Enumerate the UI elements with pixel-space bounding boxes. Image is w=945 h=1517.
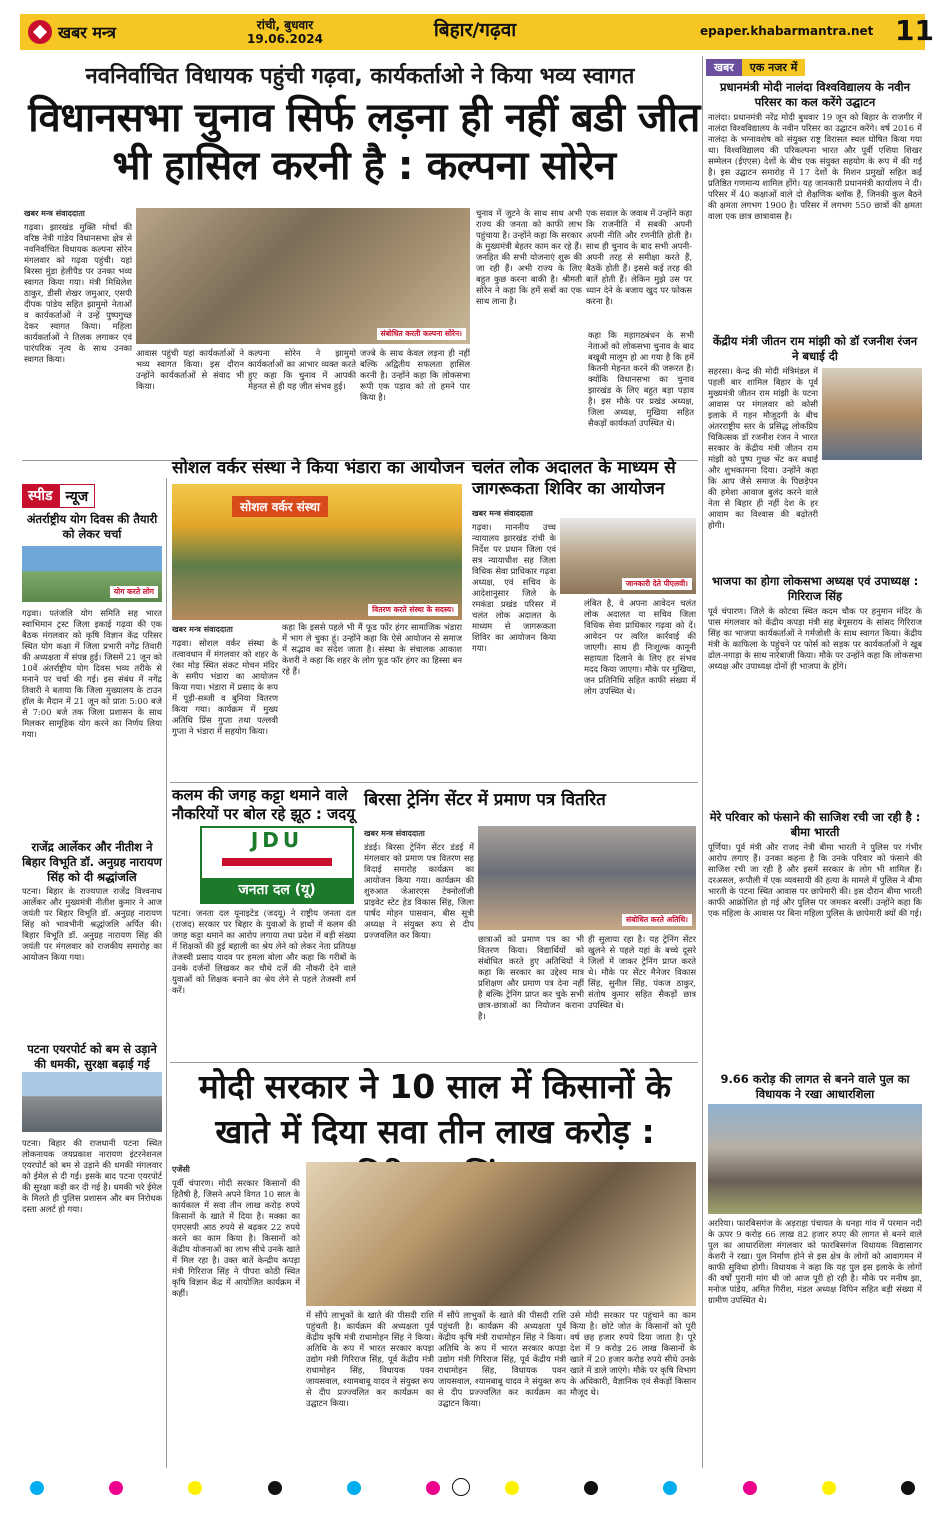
city-day: रांची, बुधवार	[256, 18, 314, 32]
registration-dot	[505, 1481, 519, 1495]
speed-item1-body: गढ़वा। पतंजलि योग समिति सह भारत स्वाभिमान ट्रस्ट जिला इकाई गढ़वा की एक बैठक मंगलवार को कृषि विज्ञान केंद्र परिसर स्थित योग कक्षा में जिला प्रभारी नगेंद्र तिवारी की अध्यक्षता में संपन्न हुई। जिसमें 21 जून को 10वें अंतर्राष्ट्रीय योग दिवस भव्य तरीके से मनाने पर चर्चा की गई। इस संबंध में नगेंद्र तिवारी ने बताया कि जिला मुख्यालय के टाउन हॉल के मैदान में 21 जून को प्रातः 5:00 बजे से 7:00 बजे तक जिला प्रशासन के साथ मिलकर सामूहिक योग करने का निर्णय लिया गया।	[22, 608, 162, 739]
birsa-title: बिरसा ट्रेनिंग सेंटर में प्रमाण पत्र वितरित	[364, 790, 606, 810]
registration-dot	[109, 1481, 123, 1495]
section-title: बिहार/गढ़वा	[433, 19, 517, 41]
lead-kicker: नवनिर्वाचित विधायक पहुंची गढ़वा, कार्यकर्ताओ ने किया भव्य स्वागत	[85, 64, 635, 89]
giriraj-body: पूर्वी चंपारण। मोदी सरकार किसानों की हितैषी है, जिसने अपने विगत 10 साल के कार्यकाल में सवा तीन लाख करोड़ रुपये किसानों के खाते में दिया है। मक्का का एमएसपी आठ रुपये से बढ़कर 22 रुपये करने का काम किया है। किसानों को केंद्रीय योजनाओं का लाभ सीधे उनके खाते में मिल रहा है। उक्त बातें केन्द्रीय कपड़ा मंत्री गिरिराज सिंह ने पीपरा कोठी स्थित कृषि विज्ञान केंद्र में आयोजित कार्यक्रम में कहीं।	[172, 1178, 300, 1298]
pul-body: अररिया। फारबिसगंज के अड़राहा पंचायत के धनहा गांव में परमान नदी के ऊपर 9 करोड़ 66 लाख 82 हजार रुपए की लागत से बनने वाले पुल का आधारशिला मंगलवार को फारबिसगंज विधायक विद्यासागर केशरी ने रखा। पुल निर्माण होने से इस क्षेत्र के लोगों को आवागमन में काफी सुविधा होगी। विधायक ने कहा कि यह पुल इस इलाके के लोगों की वर्षों पुरानी मांग थी जो आज पूरी हो रही है। मौके पर मनीष झा, मनोज पांडेय, अमित गिरीश, मंडल अध्यक्ष विपिन सहित बड़ी संख्या में ग्रामीण उपस्थित थे।	[708, 1218, 922, 1305]
giriraj-body2: में सौंपे लाभुकों के खाते की पीसदी राशि पहुंचती है। कार्यक्रम की अध्यक्षता पूर्व केंद्रीय कृषि मंत्री राधामोहन सिंह ने किया। अतिथि के रूप में भारत सरकार कपड़ा उद्योग मंत्री गिरिराज सिंह, पूर्व केंद्रीय मंत्री राधामोहन सिंह, विधायक पवन जायसवाल, श्यामबाबू यादव ने संयुक्त रूप से दीप प्रज्ज्वलित कर कार्यक्रम का उद्घाटन किया।	[306, 1310, 434, 1408]
pul-photo	[708, 1104, 922, 1214]
giriraj-byline: एजेंसी	[172, 1165, 190, 1174]
social-photo	[172, 484, 462, 620]
lead-photo-caption: संबोधित करती कल्पना सोरेन।	[377, 328, 466, 340]
bima-body: पूर्णिया। पूर्व मंत्री और राजद नेत्री बीमा भारती ने पुलिस पर गंभीर आरोप लगाए हैं। उनका कहना है कि उनके परिवार को फंसाने की साजिश रची जा रही है और इसमें सरकार के लोग भी शामिल हैं। दरअसल, रूपौली में एक व्यवसायी की हत्या के मामले में पुलिस ने बीमा भारती के पटना स्थित आवास पर छापेमारी की। इस दौरान बीमा भारती काफी आक्रोशित हो गई और पुलिस पर जमकर बरसीं। उन्होंने कहा कि एक महिला के आवास पर बिना महिला पुलिस के छापेमारी क्यों की गई।	[708, 842, 922, 918]
speed-item2-body: पटना। बिहार के राज्यपाल राजेंद्र विश्वनाथ आर्लेकर और मुख्यमंत्री नीतीश कुमार ने आज जयंती पर बिहार विभूति डॉ. अनुग्रह नारायण सिंह को भावभीनी श्रद्धांजलि अर्पित की। बिहार विभूति डॉ. अनुग्रह नारायण सिंह की जयंती पर मंगलवार को राजकीय समारोह का आयोजन किया गया।	[22, 886, 162, 962]
bhajpa-title: भाजपा का होगा लोकसभा अध्यक्ष एवं उपाध्यक्ष : गिरिराज सिंह	[711, 574, 919, 603]
registration-dot	[901, 1481, 915, 1495]
lead-col7: जज्बे के साथ केवल लड़ना ही नहीं बल्कि अद्वितीय सफलता हासिल करनी है। उन्होंने कहा कि लोकसभा रूपी एक पड़ाव को तो हमने पार किया है।	[360, 348, 470, 402]
birsa-body2: छात्राओं को प्रमाण पत्र का भी वितरण किया। विद्यार्थियों को संबोधित करते हुए अतिथियों ने कहा कि सरकार का उद्देश्य मात्र प्रशिक्षण और प्रमाण पत्र देना नहीं है बल्कि ट्रेनिंग प्राप्त कर चुके सभी छात्र-छात्राओं का नियोजन कराना है।	[478, 934, 584, 1021]
registration-dot	[743, 1481, 757, 1495]
lead-col6: कल्पना सोरेन ने झामुमो कार्यकर्ताओं का आभार व्यक्त करते हुए कहा कि चुनाव में आपकी मेहनत से ही यह जीत संभव हुई।	[248, 348, 356, 391]
yoga-photo	[22, 546, 162, 602]
issue-date: 19.06.2024	[247, 32, 323, 46]
lok-adalat-body: गढ़वा। माननीय उच्च न्यायालय झारखंड रांची के निर्देश पर प्रधान जिला एवं सत्र न्यायाधीश सह जिला विधिक सेवा प्राधिकार गढ़वा अध्यक्ष, एवं सचिव के आदेशानुसार जिले के रमकंडा प्रखंड परिसर में चलंत लोक अदालत के माध्यम से जागरूकता शिविर का आयोजन किया गया।	[472, 522, 556, 653]
registration-dot	[347, 1481, 361, 1495]
lead-photo	[136, 208, 470, 344]
crosshair-icon	[452, 1478, 470, 1496]
registration-dot	[426, 1481, 440, 1495]
manjhi-body: सहरसा। केन्द्र की मोदी मंत्रिमंडल में पहली बार शामिल बिहार के पूर्व मुख्यमंत्री जीतन राम मांझी के पटना आवास पर मंगलवार को कोसी इलाके में गहन मौजूदगी के बीच अंतरराष्ट्रीय स्तर के प्रसिद्ध लोकप्रिय चिकित्सक डॉ रजनीश रंजन ने भारत सरकार के केंद्रीय मंत्री जीतन राम मांझी को पुष्प गुच्छ भेंट कर बधाई और शुभकामना दिया। उन्होंने कहा कि आप जैसे समाज के पिछड़ेपन की हमेशा आवाज बुलंद करने वाले नेता से बिहार ही नहीं देश के हर आवाम का विश्वास की बढ़ोतरी होगी।	[708, 366, 818, 530]
speed-item1-title: अंतर्राष्ट्रीय योग दिवस की तैयारी को लेकर चर्चा	[26, 512, 158, 541]
social-title: सोशल वर्कर संस्था ने किया भंडारा का आयोजन	[172, 458, 465, 478]
speed-item3-title: पटना एयरपोर्ट को बम से उड़ाने की धमकी, सुरक्षा बढ़ाई गई	[27, 1042, 157, 1071]
arrow-icon	[222, 858, 332, 866]
birsa-body: डंडई। बिरसा ट्रेनिंग सेंटर डंडई में मंगलवार को प्रमाण पत्र वितरण सह विदाई समारोह कार्यक्रम का आयोजन किया गया। कार्यक्रम की शुरुआत जेआरएस टेक्नोलॉजी प्राइवेट स्टेट हेड विकास सिंह, जिला पार्षद मोहन पासवान, बीस सूत्री अध्यक्ष ने संयुक्त रूप से दीप प्रज्जवलित कर किया।	[364, 842, 474, 940]
jdu-logo-bottom: जनता दल (यू)	[202, 878, 352, 902]
lok-adalat-body2: लंबित है, वे अपना आवेदन चलंत लोक अदालत या सचिव जिला विधिक सेवा प्राधिकार गढ़वा को दें। आवेदन पर त्वरित कार्रवाई की जाएगी। साथ ही निःशुल्क कानूनी सहायता दिलाने के लिए हर संभव मदद किया जाएगा। मौके पर मुखिया, जन प्रतिनिधि सहित काफी संख्या में लोग उपस्थित थे।	[584, 598, 696, 696]
giriraj-body3: उसे मोदी सरकार पर पहुंचाने का काम किया है। छोटे जोत के किसानों को पूरी वर्ष छह हजार रुपये दिया जाता है। पूरे देश में 9 करोड़ 26 लाख किसानों के खाते में 20 हजार करोड़ रुपये सीधे उनके खाते में डाले जाएंगे। मौके पर कृषि विभाग के अधिकारी, वैज्ञानिक एवं सैकड़ों किसान मौजूद थे।	[570, 1310, 696, 1397]
nalanda-body: नालंदा। प्रधानमंत्री नरेंद्र मोदी बुधवार 19 जून को बिहार के राजगीर में नालंदा विश्वविद्यालय के नवीन परिसर का उद्घाटन करेंगे। वर्ष 2016 में नालंदा के भग्नावशेष को संयुक्त राष्ट्र विरासत स्थल घोषित किया गया था। विश्वविद्यालय की परिकल्पना भारत और पूर्वी एशिया शिखर सम्मेलन (ईएएस) देशों के बीच एक संयुक्त सहयोग के रूप में की गई है। इस उद्घाटन समारोह में 17 देशों के मिशन प्रमुखों सहित कई प्रतिष्ठित गणमान्य शामिल होंगे। यह जानकारी प्रधानमंत्री कार्यालय ने दी। परिसर में 40 कक्षाओं वाले दो शैक्षणिक ब्लॉक हैं, जिनकी कुल बैठने की क्षमता लगभग 1900 है। परिसर में लगभग 550 छात्रों की क्षमता वाला एक छात्र छात्रावास है।	[708, 112, 922, 221]
manjhi-photo	[822, 368, 922, 460]
bhajpa-body: पूर्व चंपारण। जिले के कोटवा स्थित कदम चौक पर हनुमान मंदिर के पास मंगलवार को केंद्रीय कपड़ा मंत्री सह बेगूसराय के सांसद गिरिराज सिंह का भाजपा कार्यकर्ताओं ने गर्मजोशी के साथ स्वागत किया। केंद्रीय मंत्री के काफिला के पहुंचने पर फोर्स को सड़क पर कार्यकर्ताओं ने खूब ढोल-नगाड़ा के साथ नारेबाजी किया। मौके पर उन्होंने कहा कि लोकसभा अध्यक्ष और उपाध्यक्ष दोनों ही भाजपा के होंगे।	[708, 606, 922, 671]
jdu-title: कलम की जगह कट्टा थमाने वाले नौकरियों पर बोल रहे झूठ : जदयू	[172, 786, 355, 823]
speed-news-label	[22, 484, 162, 508]
giriraj-headline: मोदी सरकार ने 10 साल में किसानों के खाते में दिया सवा तीन लाख करोड़ :	[198, 1067, 672, 1151]
speed-label-a: स्पीड	[22, 484, 59, 508]
bima-title: मेरे परिवार को फंसाने की साजिश रची जा रही है : बीमा भारती	[709, 810, 921, 839]
jdu-body: पटना। जनता दल यूनाइटेड (जदयू) ने राष्ट्रीय जनता दल (राजद) सरकार पर बिहार के युवाओं के हाथों में कलम की जगह कट्टा थमाने का आरोप लगाया तथा प्रदेश में बड़ी संख्या में शिक्षकों की हुई बहाली का श्रेय लेने को लेकर नेता प्रतिपक्ष तेजस्वी प्रसाद यादव पर हमला बोला और कहा कि गरीबों के उनके दर्जनों लिखकर कर चौथे दर्जे की नौकरी देने वाले युवाओं को शिक्षक बनाने का श्रेय लेने से पहले तेजस्वी शर्म करें।	[172, 908, 356, 995]
lead-col1: गढ़वा। झारखंड मुक्ति मोर्चा की वरिष्ठ नेत्री गांडेय विधानसभा क्षेत्र से नवनिर्वाचित विधायक कल्पना सोरेन मंगलवार को गढ़वा पहुंची। यहां बिरसा मुंडा हेलीपैड पर उनका भव्य स्वागत किया गया। मंत्री मिथिलेश ठाकुर, डीसी शेखर जमुआर, एसपी दीपक पांडेय सहित झामुमो नेताओं व कार्यकर्ताओं ने उन्हें पुष्पगुच्छ देकर स्वागत किया। महिला कार्यकर्ताओं ने तिलक लगाकर एवं पारंपरिक नृत्य के साथ उनका स्वागत किया।	[24, 222, 132, 364]
lead-col5: आवास पहुंची यहां कार्यकर्ताओं ने भव्य स्वागत किया। इस दौरान उन्होंने कार्यकर्ताओं से संवाद भी किया।	[136, 348, 244, 391]
registration-marks	[30, 1478, 915, 1498]
website-link[interactable]: epaper.khabarmantra.net	[700, 24, 874, 38]
speed-label-b: न्यूज	[59, 484, 96, 508]
registration-dot	[663, 1481, 677, 1495]
birsa-body3: ही सुलाया रहा है। यह ट्रेनिंग सेंटर खुलने से पहले यहां के बच्चे दूसरे जिलों में जाकर ट्रेनिंग प्राप्त करते थे। मौके पर सेंटर मैनेजर विकास सिंह, सुनील सिंह, पंकज ठाकुर, संतोष कुमार सहित सैकड़ों छात्र उपस्थित थे।	[588, 934, 696, 1010]
divider	[166, 478, 167, 1468]
lead-col2: चुनाव में जुटने के साथ साथ अभी राज्य की जनता को काफी लाभ पहुंचाया है। उन्होंने कहा कि सरकार के मुख्यमंत्री बेहतर काम कर रहे हैं। जनहित की सभी योजनाएं शुरू की जा रही हैं। अभी राज्य के लिए बहुत कुछ करना बाकी है। श्रीमती सोरेन ने कहा कि हमें सबों का एक साथ लाना है।	[476, 208, 582, 306]
social-body: गढ़वा। सोशल वर्कर संस्था के तत्वावधान में मंगलवार को शहर के रंका मोड़ स्थित संकट मोचन मंदिर के समीप भंडारा का आयोजन किया गया। भंडारा में प्रसाद के रूप में पूड़ी-सब्जी व बुनिया वितरण किया गया। कार्यक्रम में मुख्य अतिथि प्रिंस गुप्ता तथा पल्लवी गुप्ता ने भंडारा में सहयोग किया।	[172, 638, 278, 736]
lok-adalat-caption: जानकारी देते पीएलवी।	[622, 578, 692, 590]
giriraj-photo	[306, 1162, 696, 1306]
registration-dot	[188, 1481, 202, 1495]
masthead-logo	[28, 18, 188, 46]
birsa-photo	[478, 826, 696, 930]
jdu-logo-top: JDU	[250, 828, 304, 852]
pul-title: 9.66 करोड़ की लागत से बनने वाले पुल का विधायक ने रखा आधारशिला	[720, 1072, 910, 1101]
registration-dot	[268, 1481, 282, 1495]
lok-adalat-title: चलंत लोक अदालत के माध्यम से जागरूकता शिविर का आयोजन	[472, 458, 676, 499]
birsa-byline: खबर मन्त्र संवाददाता	[364, 829, 425, 838]
divider	[170, 782, 698, 783]
airport-photo	[22, 1072, 162, 1132]
yoga-caption: योग करते लोग	[110, 586, 158, 598]
lok-adalat-byline: खबर मन्त्र संवाददाता	[472, 509, 533, 518]
ek-nazar-b: एक नजर में	[742, 59, 806, 76]
nalanda-title: प्रधानमंत्री मोदी नालंदा विश्वविद्यालय के नवीन परिसर का कल करेंगे उद्घाटन	[719, 80, 911, 109]
lead-headline: विधानसभा चुनाव सिर्फ लड़ना ही नहीं बडी जीत भी हासिल करनी है : कल्पना सोरेन	[28, 95, 700, 189]
lok-adalat-photo	[560, 518, 696, 594]
registration-dot	[30, 1481, 44, 1495]
social-banner: सोशल वर्कर संस्था	[232, 496, 328, 517]
speed-item2-title: राजेंद्र आर्लेकर और नीतीश ने बिहार विभूति डॉ. अनुग्रह नारायण सिंह को दी श्रद्धांजलि	[22, 840, 162, 884]
registration-dot	[584, 1481, 598, 1495]
logo-icon	[28, 20, 52, 44]
social-caption: वितरण करते संस्था के सदस्य।	[368, 604, 458, 616]
dateline	[230, 18, 340, 46]
manjhi-title: केंद्रीय मंत्री जीतन राम मांझी को डॉ रजनीश रंजन ने बधाई दी	[712, 334, 918, 363]
page-number: 11	[895, 14, 934, 47]
jdu-logo	[200, 826, 354, 904]
ek-nazar-label	[706, 58, 924, 76]
social-body2: कहा कि इससे पहले भी मैं फूड फॉर हंगर सामाजिक भंडारा में भाग ले चुका हूं। उन्होंने कहा कि ऐसे आयोजन से समाज में सद्भाव का संदेश जाता है। संस्था के संचालक आकाश केशरी ने कहा कि शहर के लोग फूड फॉर हंगर का हिस्सा बन रहे हैं।	[282, 622, 462, 676]
giriraj-body-mid: में सौंपे लाभुकों के खाते की पीसदी राशि पहुंचती है। कार्यक्रम की अध्यक्षता पूर्व केंद्रीय कृषि मंत्री राधामोहन सिंह ने किया। अतिथि के रूप में भारत सरकार कपड़ा उद्योग मंत्री गिरिराज सिंह, पूर्व केंद्रीय मंत्री राधामोहन सिंह, विधायक पवन जायसवाल, श्यामबाबू यादव ने संयुक्त रूप से दीप प्रज्ज्वलित कर कार्यक्रम का उद्घाटन किया।	[438, 1310, 566, 1408]
lead-byline: खबर मन्त्र संवाददाता	[24, 209, 85, 218]
logo-text: खबर मन्त्र	[58, 23, 116, 42]
registration-dot	[822, 1481, 836, 1495]
lead-col3: एक सवाल के जवाब में उन्होंने कहा कि राजनीति में सबकी अपनी अपनी नीति और रणनीति होती है। साथ ही चुनाव के बाद सभी अपनी-अपनी तरह से समीक्षा करते हैं, बैठकें होती हैं। इससे कई तरह की बातें होती हैं। लेकिन मुझे उस पर ध्यान देने के बजाय खुद पर फोकस करना है।	[586, 208, 692, 306]
social-byline: खबर मन्त्र संवाददाता	[172, 625, 233, 634]
birsa-caption: संबोधित करते अतिथि।	[622, 914, 692, 926]
divider	[702, 56, 703, 1468]
lead-col4: कहा कि महागठबंधन के सभी नेताओं को लोकसभा चुनाव के बाद बखूबी मालूम हो आ गया है कि हमें कितनी मेहनत करने की जरूरत है। क्योंकि विधानसभा का चुनाव झारखंड के लिए बहुत बड़ा पड़ाव है। इस मौके पर प्रखंड अध्यक्ष, जिला अध्यक्ष, मुखिया सहित सैकड़ों कार्यकर्ता उपस्थित थे।	[588, 330, 694, 428]
divider	[170, 1062, 698, 1063]
jdu-side	[172, 826, 198, 906]
speed-item3-body: पटना। बिहार की राजधानी पटना स्थित लोकनायक जयप्रकाश नारायण इंटरनेशनल एयरपोर्ट को बम से उड़ाने की धमकी मंगलवार को ईमेल से दी गई। इसके बाद पटना एयरपोर्ट की सुरक्षा कड़ी कर दी गई है। धमकी भरे ईमेल के मिलते ही पुलिस प्रशासन और बम निरोधक दस्ता अलर्ट हो गया।	[22, 1138, 162, 1214]
ek-nazar-a: खबर	[706, 59, 742, 76]
